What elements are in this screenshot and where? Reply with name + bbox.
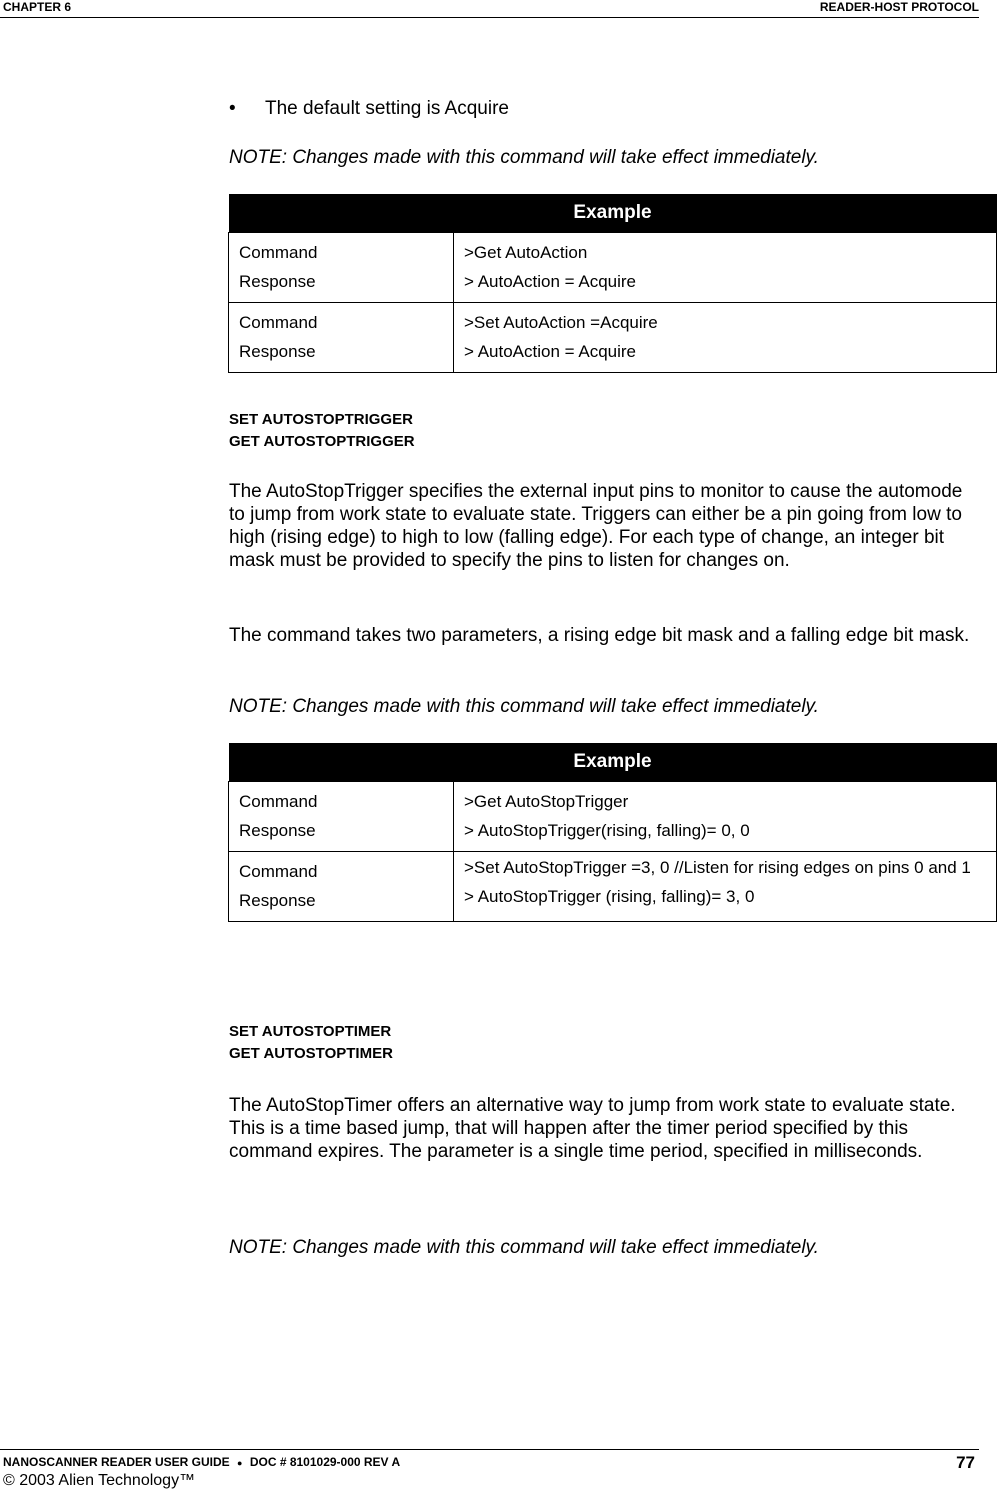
note-2: NOTE: Changes made with this command will take effect immediately. xyxy=(229,696,819,717)
table-row xyxy=(229,303,997,373)
table-title: Example xyxy=(229,194,997,233)
heading-set-trigger: SET AUTOSTOPTRIGGER xyxy=(229,411,413,428)
cell-value: >Set AutoStopTrigger =3, 0 //Listen for rising edges on pins 0 and 1 xyxy=(464,858,971,877)
table-row xyxy=(229,782,997,852)
cell-label: Command xyxy=(239,862,318,881)
cell-label: Response xyxy=(239,891,316,910)
bullet-text: The default setting is Acquire xyxy=(265,98,509,119)
heading-set-timer: SET AUTOSTOPTIMER xyxy=(229,1023,392,1040)
footer-guide: NANOSCANNER READER USER GUIDE xyxy=(3,1455,230,1469)
table-cell xyxy=(229,852,454,922)
cell-value: >Set AutoAction =Acquire xyxy=(464,313,658,332)
section-label: READER-HOST PROTOCOL xyxy=(819,0,979,14)
cell-label: Response xyxy=(239,342,316,361)
table-cell xyxy=(454,233,997,303)
copyright: © 2003 Alien Technology™ xyxy=(3,1472,196,1489)
page-number: 77 xyxy=(956,1453,975,1472)
section-heading-trigger xyxy=(229,409,415,453)
table-row xyxy=(229,233,997,303)
cell-label: Response xyxy=(239,821,316,840)
table-row xyxy=(229,852,997,922)
timer-paragraph-1: The AutoStopTimer offers an alternative way to jump from work state to evaluate state. This is a time based jump, that will happen after the timer period specified by this command expires. The parameter is a single time period, specified in milliseconds. xyxy=(229,1095,956,1162)
trigger-paragraph-2: The command takes two parameters, a rising edge bit mask and a falling edge bit mask. xyxy=(229,625,970,646)
cell-value: > AutoStopTrigger(rising, falling)= 0, 0 xyxy=(464,821,750,840)
bullet-item xyxy=(229,98,509,120)
example-table-autostoptrigger xyxy=(228,743,997,922)
table-cell xyxy=(454,782,997,852)
page-header xyxy=(0,0,979,18)
cell-value: > AutoAction = Acquire xyxy=(464,342,637,361)
footer-divider xyxy=(0,1449,979,1450)
heading-get-trigger: GET AUTOSTOPTRIGGER xyxy=(229,433,415,450)
table-cell xyxy=(454,852,997,922)
table-cell xyxy=(454,303,997,373)
footer-doc-number: DOC # 8101029-000 REV A xyxy=(249,1455,401,1469)
footer-bullet-icon: ● xyxy=(237,1458,243,1468)
bullet-dot-icon: • xyxy=(229,98,236,119)
cell-label: Command xyxy=(239,792,318,811)
cell-label: Command xyxy=(239,313,318,332)
table-title: Example xyxy=(229,743,997,782)
cell-value: > AutoStopTrigger (rising, falling)= 3, 0 xyxy=(464,887,755,906)
cell-value: >Get AutoStopTrigger xyxy=(464,792,629,811)
cell-label: Response xyxy=(239,272,316,291)
heading-get-timer: GET AUTOSTOPTIMER xyxy=(229,1045,393,1062)
cell-label: Command xyxy=(239,243,318,262)
chapter-label: CHAPTER 6 xyxy=(3,0,72,14)
footer-doc-info xyxy=(3,1455,400,1469)
table-cell xyxy=(229,782,454,852)
table-cell xyxy=(229,303,454,373)
example-table-autoaction xyxy=(228,194,997,373)
cell-value: >Get AutoAction xyxy=(464,243,588,262)
note-1: NOTE: Changes made with this command will take effect immediately. xyxy=(229,147,819,168)
trigger-paragraph-1: The AutoStopTrigger specifies the external input pins to monitor to cause the automode to jump from work state to evaluate state. Triggers can either be a pin going from low to high (rising edge) to high to low (falling edge). For each type of change, an integer bit mask must be provided to specify the pins to listen for changes on. xyxy=(229,481,963,571)
note-3: NOTE: Changes made with this command will take effect immediately. xyxy=(229,1237,819,1258)
cell-value: > AutoAction = Acquire xyxy=(464,272,637,291)
table-cell xyxy=(229,233,454,303)
section-heading-timer xyxy=(229,1021,393,1065)
